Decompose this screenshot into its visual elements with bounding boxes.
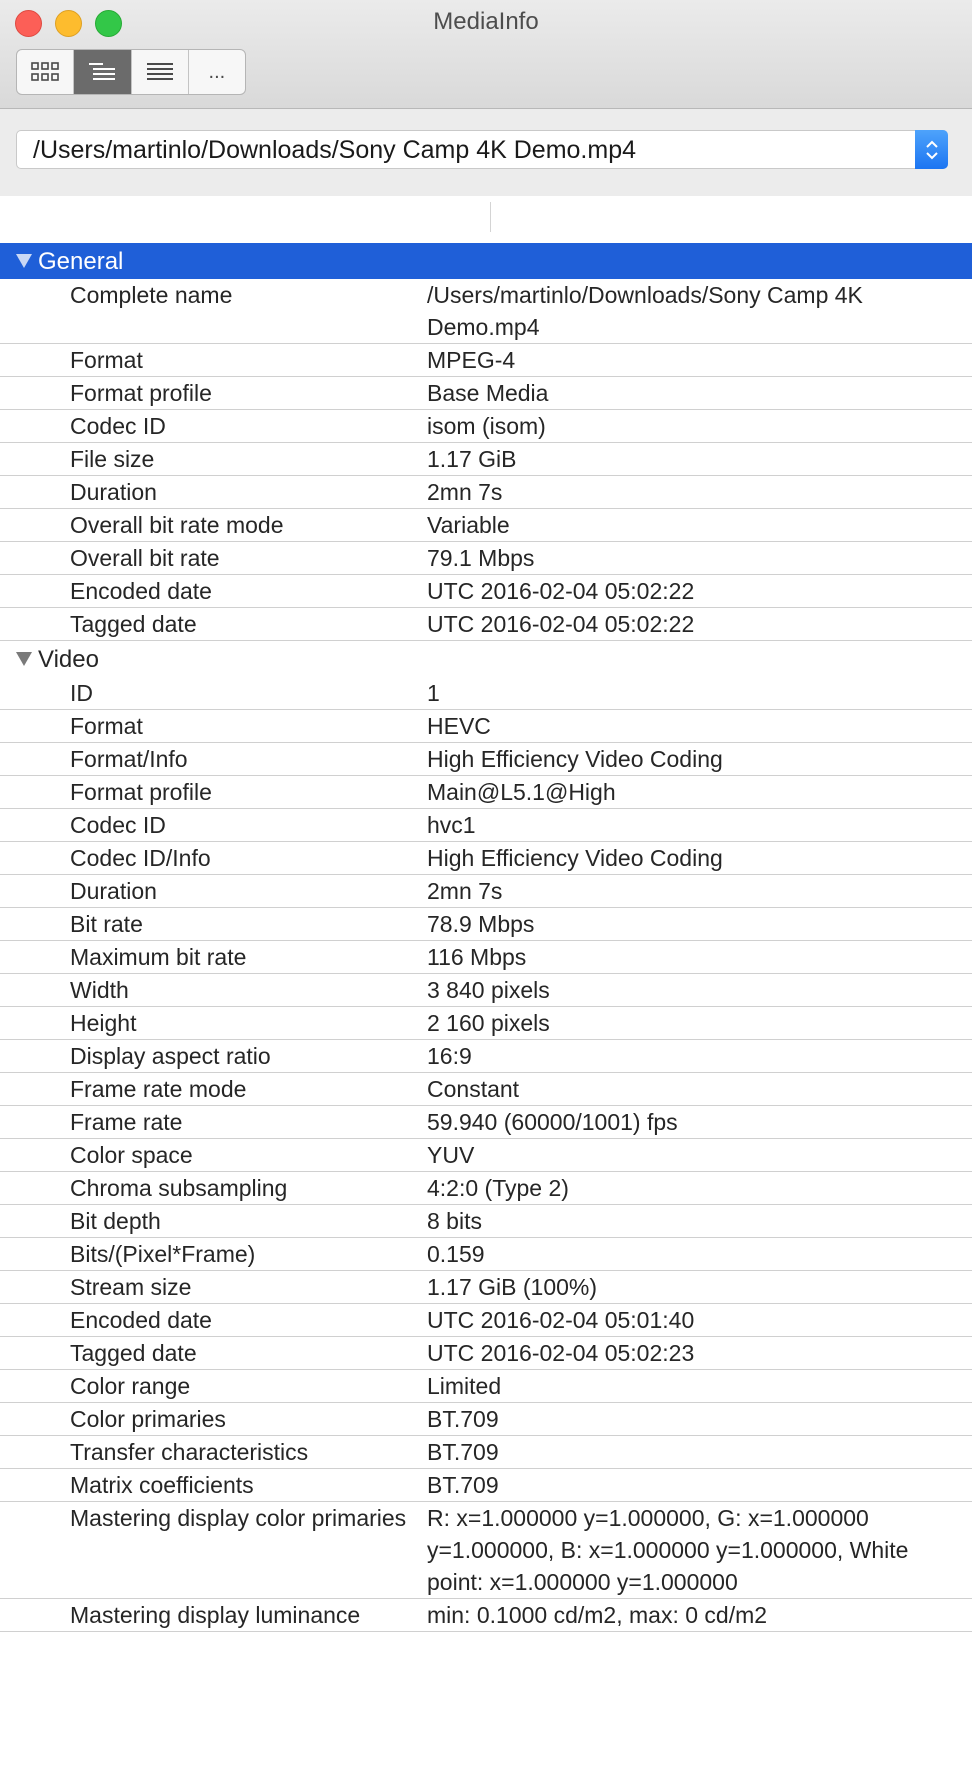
- property-name: Bit depth: [70, 1208, 161, 1234]
- table-row[interactable]: [0, 1403, 972, 1436]
- table-row[interactable]: [0, 842, 972, 875]
- table-row[interactable]: [0, 1040, 972, 1073]
- property-value: Base Media: [427, 380, 549, 406]
- window-title: MediaInfo: [433, 8, 539, 35]
- section-header-video[interactable]: [0, 641, 972, 677]
- property-value: 116 Mbps: [427, 944, 527, 970]
- table-row[interactable]: [0, 476, 972, 509]
- table-row[interactable]: [0, 1238, 972, 1271]
- media-info-table: [0, 243, 972, 1632]
- property-name: Encoded date: [70, 578, 212, 604]
- section-header-general[interactable]: [0, 243, 972, 279]
- property-name: Mastering display luminance: [70, 1602, 361, 1628]
- property-value: min: 0.1000 cd/m2, max: 0 cd/m2: [427, 1602, 768, 1628]
- property-value: Variable: [427, 512, 510, 538]
- property-value: 1.17 GiB (100%): [427, 1274, 598, 1300]
- property-name: ID: [70, 680, 93, 706]
- property-value: 16:9: [427, 1043, 472, 1069]
- column-resize-handle[interactable]: [490, 202, 491, 232]
- table-row[interactable]: [0, 710, 972, 743]
- property-value: 1.17 GiB: [427, 446, 517, 472]
- table-row[interactable]: [0, 344, 972, 377]
- table-row[interactable]: [0, 377, 972, 410]
- property-value: HEVC: [427, 713, 491, 739]
- property-name: Overall bit rate: [70, 545, 220, 571]
- file-path-text: /Users/martinlo/Downloads/Sony Camp 4K Demo.mp4: [33, 136, 637, 164]
- table-row[interactable]: [0, 1502, 972, 1599]
- more-views-button[interactable]: ...: [208, 60, 226, 83]
- table-row[interactable]: [0, 1106, 972, 1139]
- property-name: Color range: [70, 1373, 191, 1399]
- property-name: Bit rate: [70, 911, 143, 937]
- property-value: R: x=1.000000 y=1.000000, G: x=1.000000 y=1.000000, B: x=1.000000 y=1.000000, White point: x=1.000000 y=1.000000: [427, 1505, 909, 1595]
- property-value: UTC 2016-02-04 05:02:23: [427, 1340, 695, 1366]
- table-row[interactable]: [0, 1271, 972, 1304]
- table-row[interactable]: [0, 809, 972, 842]
- title-bar: [0, 0, 972, 109]
- property-value: hvc1: [427, 812, 476, 838]
- property-value: 8 bits: [427, 1208, 482, 1234]
- disclosure-triangle-icon[interactable]: [16, 652, 32, 666]
- property-name: Transfer characteristics: [70, 1439, 309, 1465]
- file-path-popup-button[interactable]: [915, 130, 948, 169]
- property-value: High Efficiency Video Coding: [427, 746, 723, 772]
- disclosure-triangle-icon[interactable]: [16, 254, 32, 268]
- property-name: Duration: [70, 878, 157, 904]
- table-row[interactable]: [0, 776, 972, 809]
- property-value: YUV: [427, 1142, 475, 1168]
- property-name: Encoded date: [70, 1307, 212, 1333]
- property-value: UTC 2016-02-04 05:02:22: [427, 611, 695, 637]
- property-value: UTC 2016-02-04 05:02:22: [427, 578, 695, 604]
- property-value: BT.709: [427, 1472, 499, 1498]
- property-name: Codec ID: [70, 812, 166, 838]
- table-row[interactable]: [0, 743, 972, 776]
- table-row[interactable]: [0, 575, 972, 608]
- property-value: /Users/martinlo/Downloads/Sony Camp 4K Demo.mp4: [427, 282, 863, 340]
- property-value: High Efficiency Video Coding: [427, 845, 723, 871]
- property-name: Format profile: [70, 380, 212, 406]
- table-row[interactable]: [0, 1007, 972, 1040]
- text-lines-icon: [145, 61, 175, 83]
- property-name: Stream size: [70, 1274, 192, 1300]
- table-row[interactable]: [0, 941, 972, 974]
- property-name: Format profile: [70, 779, 212, 805]
- table-row[interactable]: [0, 443, 972, 476]
- table-row[interactable]: [0, 1436, 972, 1469]
- property-value: Limited: [427, 1373, 502, 1399]
- table-row[interactable]: [0, 1370, 972, 1403]
- property-name: Tagged date: [70, 611, 197, 637]
- table-row[interactable]: [0, 1337, 972, 1370]
- property-name: Bits/(Pixel*Frame): [70, 1241, 256, 1267]
- property-name: Codec ID/Info: [70, 845, 211, 871]
- table-row[interactable]: [0, 1172, 972, 1205]
- property-name: Width: [70, 977, 129, 1003]
- property-value: 4:2:0 (Type 2): [427, 1175, 569, 1201]
- property-name: Duration: [70, 479, 157, 505]
- table-row[interactable]: [0, 1073, 972, 1106]
- property-value: MPEG-4: [427, 347, 516, 373]
- table-row[interactable]: [0, 974, 972, 1007]
- section-title: General: [38, 248, 124, 275]
- table-row[interactable]: [0, 542, 972, 575]
- property-value: BT.709: [427, 1439, 499, 1465]
- property-name: Format/Info: [70, 746, 188, 772]
- property-value: 79.1 Mbps: [427, 545, 535, 571]
- section-title: Video: [38, 646, 99, 673]
- property-name: Height: [70, 1010, 137, 1036]
- property-name: Chroma subsampling: [70, 1175, 288, 1201]
- table-row[interactable]: [0, 1139, 972, 1172]
- property-name: Format: [70, 347, 143, 373]
- property-name: Color primaries: [70, 1406, 226, 1432]
- property-name: Matrix coefficients: [70, 1472, 254, 1498]
- table-row[interactable]: [0, 509, 972, 542]
- grid-view-button[interactable]: [17, 50, 74, 94]
- table-row[interactable]: [0, 608, 972, 641]
- property-value: 78.9 Mbps: [427, 911, 535, 937]
- property-name: Maximum bit rate: [70, 944, 247, 970]
- property-value: BT.709: [427, 1406, 499, 1432]
- table-row[interactable]: [0, 1205, 972, 1238]
- property-value: 2mn 7s: [427, 479, 503, 505]
- property-value: 2mn 7s: [427, 878, 503, 904]
- property-name: Codec ID: [70, 413, 166, 439]
- property-value: UTC 2016-02-04 05:01:40: [427, 1307, 695, 1333]
- property-value: 0.159: [427, 1241, 485, 1267]
- property-name: File size: [70, 446, 155, 472]
- table-row[interactable]: [0, 1304, 972, 1337]
- tree-view-button[interactable]: [74, 50, 131, 94]
- tree-list-icon: [87, 61, 117, 83]
- table-row[interactable]: [0, 1599, 972, 1632]
- property-name: Frame rate: [70, 1109, 183, 1135]
- chevron-up-down-icon: [924, 136, 940, 164]
- table-row[interactable]: [0, 279, 972, 344]
- property-value: 3 840 pixels: [427, 977, 550, 1003]
- grid-icon: [30, 61, 60, 83]
- property-value: isom (isom): [427, 413, 546, 439]
- table-row[interactable]: [0, 908, 972, 941]
- table-row[interactable]: [0, 677, 972, 710]
- property-value: 59.940 (60000/1001) fps: [427, 1109, 678, 1135]
- table-row[interactable]: [0, 410, 972, 443]
- property-name: Mastering display color primaries: [70, 1505, 407, 1531]
- property-name: Frame rate mode: [70, 1076, 247, 1102]
- column-header: [0, 196, 972, 244]
- property-name: Display aspect ratio: [70, 1043, 271, 1069]
- property-name: Overall bit rate mode: [70, 512, 284, 538]
- table-row[interactable]: [0, 875, 972, 908]
- property-value: 2 160 pixels: [427, 1010, 550, 1036]
- property-name: Tagged date: [70, 1340, 197, 1366]
- view-mode-segmented-control: [16, 49, 246, 95]
- text-view-button[interactable]: [132, 50, 189, 94]
- property-value: Main@L5.1@High: [427, 779, 616, 805]
- file-path-bar: [0, 109, 972, 196]
- property-name: Color space: [70, 1142, 193, 1168]
- property-name: Complete name: [70, 282, 233, 308]
- property-name: Format: [70, 713, 143, 739]
- property-value: Constant: [427, 1076, 520, 1102]
- property-value: 1: [427, 680, 440, 706]
- table-row[interactable]: [0, 1469, 972, 1502]
- file-path-combobox[interactable]: [16, 130, 948, 169]
